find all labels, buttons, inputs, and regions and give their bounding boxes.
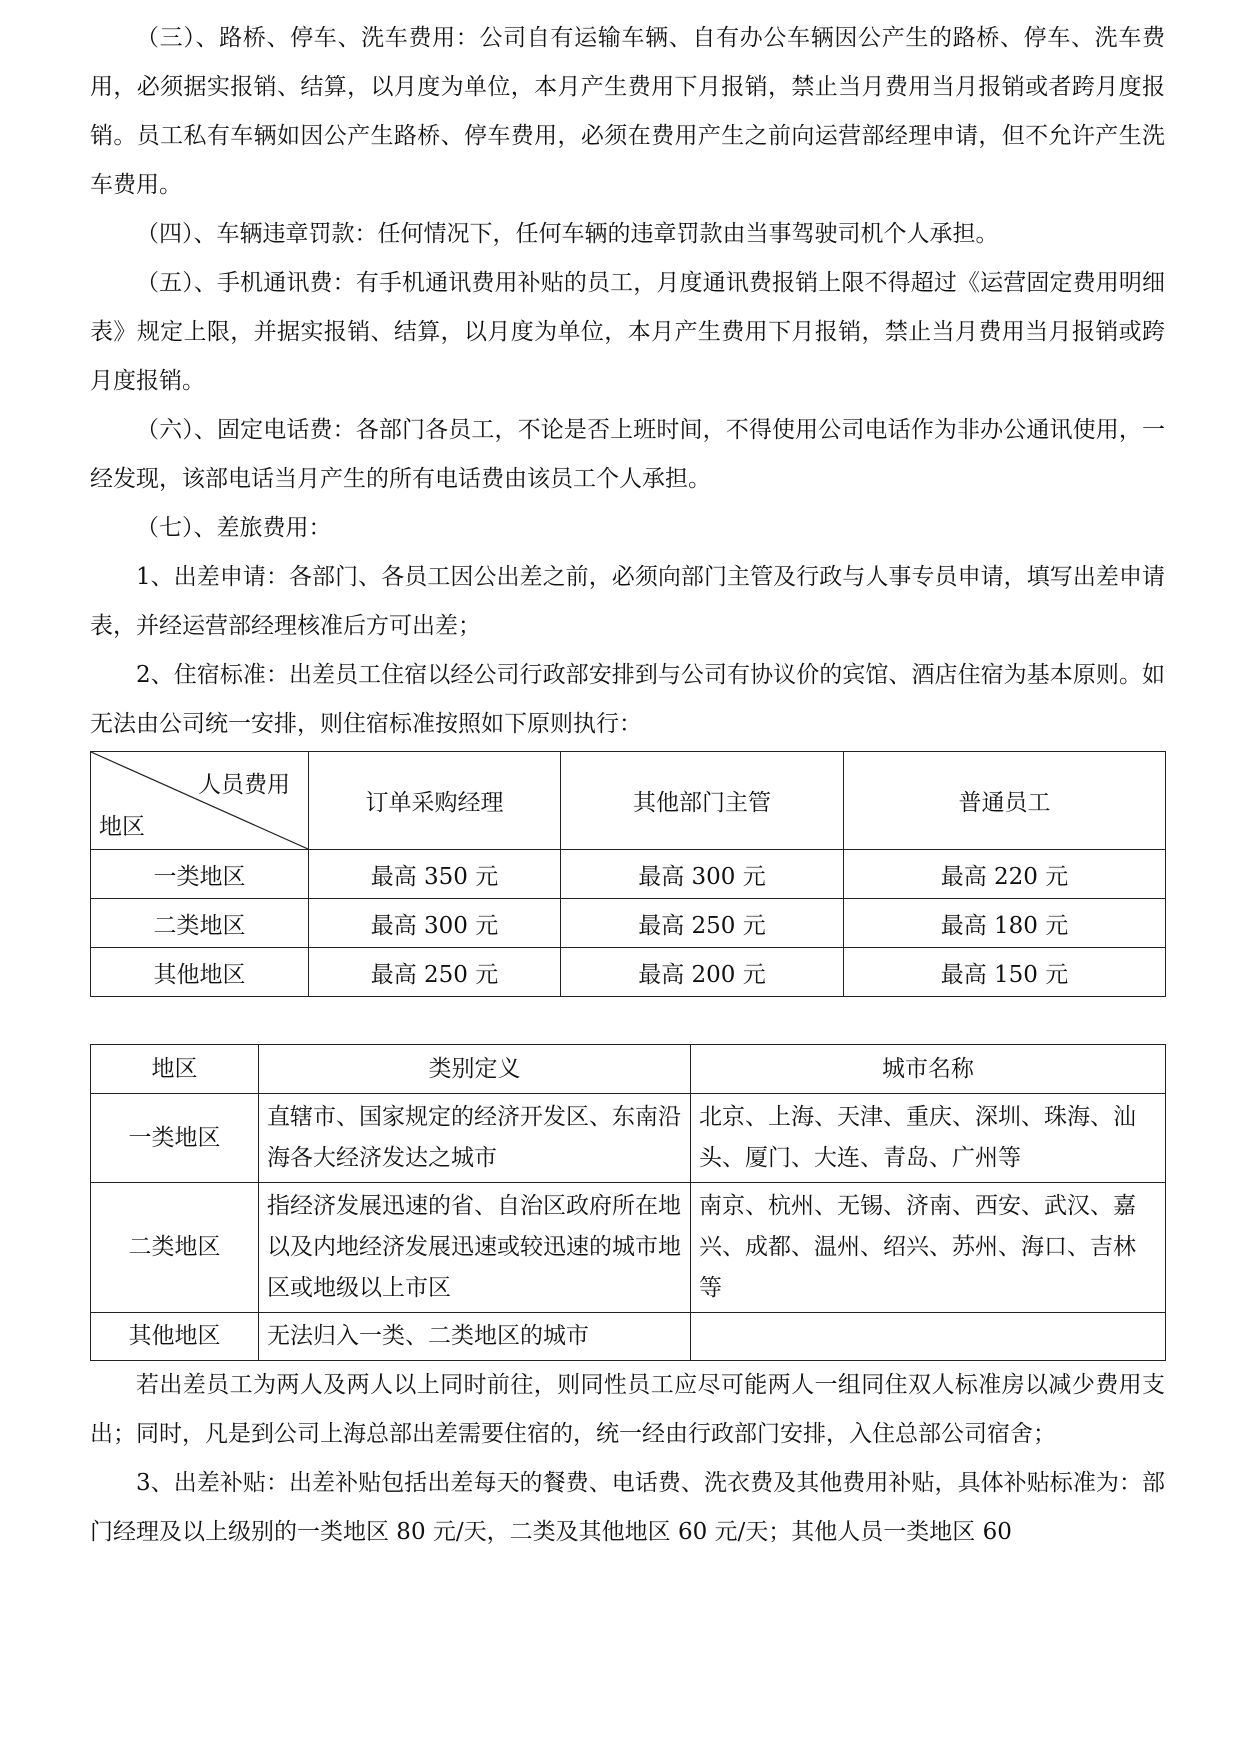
document-page — [90, 0, 1165, 1557]
corner-label-staff-fee: 人员费用 — [198, 772, 290, 798]
value-cell: 最高 150 元 — [844, 948, 1166, 997]
region-cell: 其他地区 — [91, 948, 309, 997]
table-row — [91, 1183, 1166, 1313]
definition-cell: 指经济发展迅速的省、自治区政府所在地以及内地经济发展迅速或较迅速的城市地区或地级以上市区 — [259, 1183, 691, 1313]
paragraph-travel-heading: （七）、差旅费用： — [136, 515, 332, 541]
table-row — [91, 899, 1166, 948]
column-header: 城市名称 — [691, 1045, 1166, 1094]
cities-cell: 南京、杭州、无锡、济南、西安、武汉、嘉兴、成都、温州、绍兴、苏州、海口、吉林等 — [691, 1183, 1166, 1313]
region-cell: 二类地区 — [91, 899, 309, 948]
column-header: 地区 — [91, 1045, 259, 1094]
table-row — [91, 1094, 1166, 1183]
table-header-row — [91, 1045, 1166, 1094]
value-cell: 最高 300 元 — [561, 850, 844, 899]
value-cell: 最高 350 元 — [309, 850, 561, 899]
value-cell: 最高 250 元 — [561, 899, 844, 948]
value-cell: 最高 220 元 — [844, 850, 1166, 899]
cities-cell — [691, 1313, 1166, 1361]
region-cell: 一类地区 — [91, 850, 309, 899]
region-classification-table — [90, 1044, 1166, 1361]
diagonal-header-cell — [91, 752, 309, 850]
corner-label-region: 地区 — [99, 814, 145, 840]
paragraph-traffic-fines: （四）、车辆违章罚款：任何情况下，任何车辆的违章罚款由当事驾驶司机个人承担。 — [136, 221, 999, 247]
region-cell: 其他地区 — [91, 1313, 259, 1361]
table-row — [91, 1313, 1166, 1361]
column-header: 类别定义 — [259, 1045, 691, 1094]
paragraph-landline-fee: （六）、固定电话费：各部门各员工，不论是否上班时间，不得使用公司电话作为非办公通讯使用，一经发现，该部电话当月产生的所有电话费由该员工个人承担。 — [90, 417, 1165, 492]
definition-cell: 直辖市、国家规定的经济开发区、东南沿海各大经济发达之城市 — [259, 1094, 691, 1183]
paragraph-shared-room: 若出差员工为两人及两人以上同时前往，则同性员工应尽可能两人一组同住双人标准房以减少费用支出；同时，凡是到公司上海总部出差需要住宿的，统一经由行政部门安排，入住总部公司宿舍； — [90, 1372, 1165, 1447]
table-row — [91, 850, 1166, 899]
paragraph-mobile-fee: （五）、手机通讯费：有手机通讯费用补贴的员工，月度通讯费报销上限不得超过《运营固定费用明细表》规定上限，并据实报销、结算，以月度为单位，本月产生费用下月报销，禁止当月费用当月报销或跨月度报销。 — [90, 270, 1165, 394]
column-header: 其他部门主管 — [561, 752, 844, 850]
paragraph-travel-allowance: 3、出差补贴：出差补贴包括出差每天的餐费、电话费、洗衣费及其他费用补贴，具体补贴标准为：部门经理及以上级别的一类地区 80 元/天，二类及其他地区 60 元/天；其他人员一类地区 60 — [90, 1470, 1165, 1545]
column-header: 普通员工 — [844, 752, 1166, 850]
value-cell: 最高 250 元 — [309, 948, 561, 997]
paragraph-road-parking: （三）、路桥、停车、洗车费用：公司自有运输车辆、自有办公车辆因公产生的路桥、停车、洗车费用，必须据实报销、结算，以月度为单位，本月产生费用下月报销，禁止当月费用当月报销或者跨月度报销。员工私有车辆如因公产生路桥、停车费用，必须在费用产生之前向运营部经理申请，但不允许产生洗车费用。 — [90, 25, 1165, 198]
paragraph-trip-application: 1、出差申请：各部门、各员工因公出差之前，必须向部门主管及行政与人事专员申请，填写出差申请表，并经运营部经理核准后方可出差； — [90, 564, 1165, 639]
paragraph-lodging-standard: 2、住宿标准：出差员工住宿以经公司行政部安排到与公司有协议价的宾馆、酒店住宿为基本原则。如无法由公司统一安排，则住宿标准按照如下原则执行： — [90, 662, 1165, 737]
cities-cell: 北京、上海、天津、重庆、深圳、珠海、汕头、厦门、大连、青岛、广州等 — [691, 1094, 1166, 1183]
value-cell: 最高 300 元 — [309, 899, 561, 948]
region-cell: 二类地区 — [91, 1183, 259, 1313]
column-header: 订单采购经理 — [309, 752, 561, 850]
value-cell: 最高 200 元 — [561, 948, 844, 997]
table-header-row — [91, 752, 1166, 850]
value-cell: 最高 180 元 — [844, 899, 1166, 948]
lodging-standard-table — [90, 751, 1166, 997]
table-row — [91, 948, 1166, 997]
definition-cell: 无法归入一类、二类地区的城市 — [259, 1313, 691, 1361]
region-cell: 一类地区 — [91, 1094, 259, 1183]
